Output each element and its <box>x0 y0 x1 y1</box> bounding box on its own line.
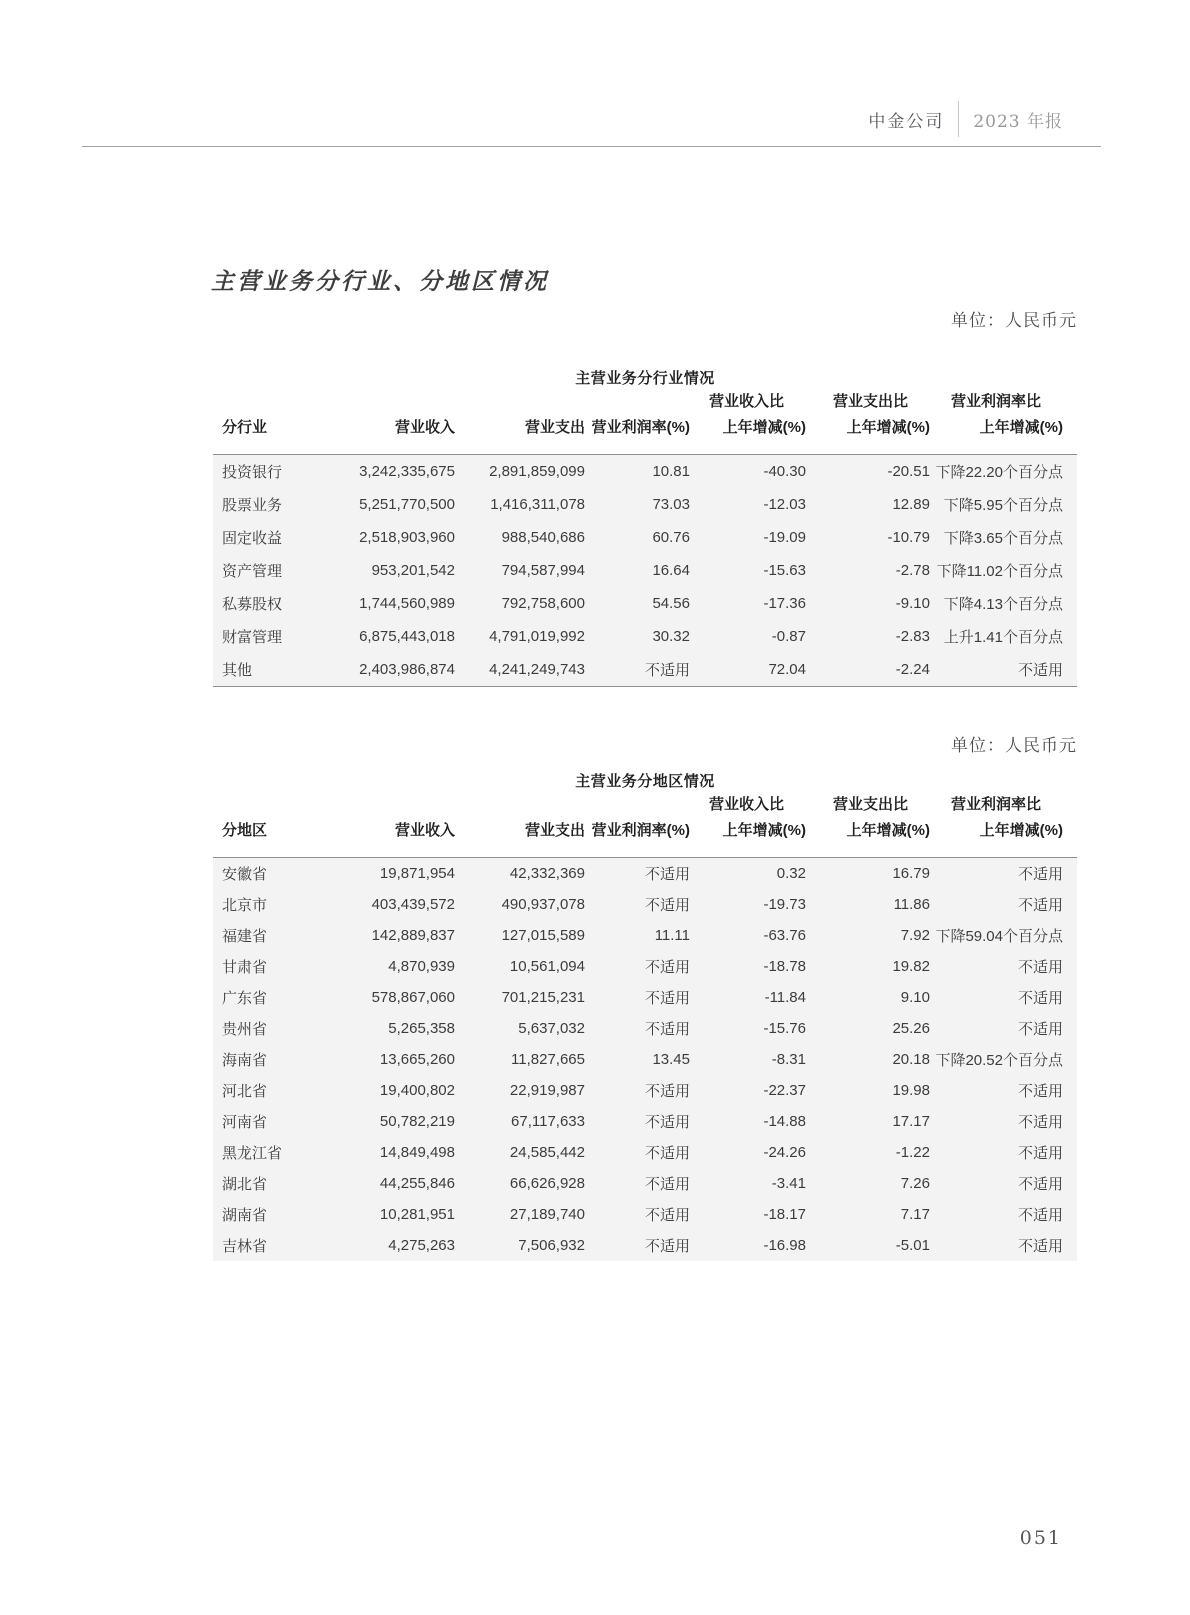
value-cell: 16.79 <box>806 858 930 890</box>
table-row <box>213 1106 1077 1137</box>
value-cell: 1,744,560,989 <box>333 587 455 620</box>
value-cell: 25.26 <box>806 1013 930 1044</box>
header-divider <box>958 101 959 137</box>
value-cell: 3,242,335,675 <box>333 455 455 489</box>
value-cell: 0.32 <box>690 858 806 890</box>
value-cell: 不适用 <box>585 858 690 890</box>
value-cell: 490,937,078 <box>455 889 585 920</box>
value-cell: 4,870,939 <box>333 951 455 982</box>
table-row <box>213 1168 1077 1199</box>
column-header: 分行业 <box>213 389 333 455</box>
value-cell: 988,540,686 <box>455 521 585 554</box>
value-cell: 不适用 <box>930 1137 1077 1168</box>
value-cell: 不适用 <box>585 1199 690 1230</box>
report-year-label: 2023 年报 <box>973 111 1063 132</box>
value-cell: 不适用 <box>930 1230 1077 1261</box>
table-row <box>213 554 1077 587</box>
value-cell: 7,506,932 <box>455 1230 585 1261</box>
value-cell: 12.89 <box>806 488 930 521</box>
row-label-cell: 广东省 <box>213 982 333 1013</box>
row-label-cell: 北京市 <box>213 889 333 920</box>
value-cell: 20.18 <box>806 1044 930 1075</box>
table-row <box>213 488 1077 521</box>
industry-table-caption: 主营业务分行业情况 <box>575 370 715 387</box>
value-cell: -22.37 <box>690 1075 806 1106</box>
value-cell: 54.56 <box>585 587 690 620</box>
column-header: 营业收入比 上年增减(%) <box>690 389 806 455</box>
value-cell: 下降20.52个百分点 <box>930 1044 1077 1075</box>
value-cell: -19.73 <box>690 889 806 920</box>
value-cell: -24.26 <box>690 1137 806 1168</box>
value-cell: 下降22.20个百分点 <box>930 455 1077 489</box>
value-cell: 下降5.95个百分点 <box>930 488 1077 521</box>
value-cell: 5,637,032 <box>455 1013 585 1044</box>
row-label-cell: 海南省 <box>213 1044 333 1075</box>
table-row <box>213 1044 1077 1075</box>
row-label-cell: 福建省 <box>213 920 333 951</box>
value-cell: 下降11.02个百分点 <box>930 554 1077 587</box>
value-cell: 下降4.13个百分点 <box>930 587 1077 620</box>
value-cell: 30.32 <box>585 620 690 653</box>
value-cell: 10,281,951 <box>333 1199 455 1230</box>
row-label-cell: 河北省 <box>213 1075 333 1106</box>
value-cell: -2.24 <box>806 653 930 687</box>
row-label-cell: 河南省 <box>213 1106 333 1137</box>
value-cell: -2.78 <box>806 554 930 587</box>
value-cell: 5,265,358 <box>333 1013 455 1044</box>
column-header: 营业支出 <box>455 389 585 455</box>
value-cell: -3.41 <box>690 1168 806 1199</box>
value-cell: 不适用 <box>930 653 1077 687</box>
value-cell: 72.04 <box>690 653 806 687</box>
value-cell: 不适用 <box>585 1230 690 1261</box>
value-cell: 2,518,903,960 <box>333 521 455 554</box>
column-header: 营业利润率比 上年增减(%) <box>930 389 1077 455</box>
column-header: 营业支出比 上年增减(%) <box>806 389 930 455</box>
value-cell: -10.79 <box>806 521 930 554</box>
value-cell: -8.31 <box>690 1044 806 1075</box>
table-row <box>213 1137 1077 1168</box>
value-cell: 7.92 <box>806 920 930 951</box>
value-cell: 127,015,589 <box>455 920 585 951</box>
value-cell: 17.17 <box>806 1106 930 1137</box>
value-cell: 上升1.41个百分点 <box>930 620 1077 653</box>
value-cell: 11,827,665 <box>455 1044 585 1075</box>
region-table <box>213 792 1077 1261</box>
value-cell: 19.82 <box>806 951 930 982</box>
table-row <box>213 1230 1077 1261</box>
table-row <box>213 521 1077 554</box>
industry-table <box>213 389 1077 687</box>
row-label-cell: 贵州省 <box>213 1013 333 1044</box>
value-cell: 4,241,249,743 <box>455 653 585 687</box>
value-cell: 73.03 <box>585 488 690 521</box>
value-cell: 不适用 <box>930 951 1077 982</box>
value-cell: -18.78 <box>690 951 806 982</box>
value-cell: 不适用 <box>585 1168 690 1199</box>
value-cell: 24,585,442 <box>455 1137 585 1168</box>
value-cell: -12.03 <box>690 488 806 521</box>
column-header: 分地区 <box>213 792 333 858</box>
section-title: 主营业务分行业、分地区情况 <box>211 268 549 295</box>
value-cell: 不适用 <box>930 858 1077 890</box>
table-row <box>213 889 1077 920</box>
column-header: 营业收入比 上年增减(%) <box>690 792 806 858</box>
value-cell: 11.86 <box>806 889 930 920</box>
value-cell: 7.17 <box>806 1199 930 1230</box>
value-cell: 44,255,846 <box>333 1168 455 1199</box>
value-cell: 50,782,219 <box>333 1106 455 1137</box>
value-cell: 不适用 <box>585 982 690 1013</box>
value-cell: 578,867,060 <box>333 982 455 1013</box>
value-cell: 7.26 <box>806 1168 930 1199</box>
row-label-cell: 投资银行 <box>213 455 333 489</box>
value-cell: 不适用 <box>585 889 690 920</box>
page-number: 051 <box>1019 1527 1062 1549</box>
table-row <box>213 920 1077 951</box>
value-cell: 11.11 <box>585 920 690 951</box>
table-row <box>213 620 1077 653</box>
row-label-cell: 固定收益 <box>213 521 333 554</box>
value-cell: 13,665,260 <box>333 1044 455 1075</box>
unit-label-industry: 单位：人民币元 <box>951 311 1077 330</box>
value-cell: 下降59.04个百分点 <box>930 920 1077 951</box>
value-cell: 5,251,770,500 <box>333 488 455 521</box>
value-cell: -20.51 <box>806 455 930 489</box>
value-cell: 60.76 <box>585 521 690 554</box>
value-cell: 13.45 <box>585 1044 690 1075</box>
unit-label-region: 单位：人民币元 <box>951 736 1077 755</box>
value-cell: 4,275,263 <box>333 1230 455 1261</box>
value-cell: -14.88 <box>690 1106 806 1137</box>
row-label-cell: 甘肃省 <box>213 951 333 982</box>
row-label-cell: 湖北省 <box>213 1168 333 1199</box>
value-cell: 42,332,369 <box>455 858 585 890</box>
value-cell: 不适用 <box>585 1106 690 1137</box>
table-row <box>213 455 1077 489</box>
value-cell: 4,791,019,992 <box>455 620 585 653</box>
row-label-cell: 股票业务 <box>213 488 333 521</box>
value-cell: -15.76 <box>690 1013 806 1044</box>
value-cell: 19,871,954 <box>333 858 455 890</box>
row-label-cell: 私募股权 <box>213 587 333 620</box>
column-header: 营业收入 <box>333 389 455 455</box>
value-cell: 不适用 <box>930 889 1077 920</box>
value-cell: -15.63 <box>690 554 806 587</box>
value-cell: 不适用 <box>930 1075 1077 1106</box>
table-row <box>213 982 1077 1013</box>
table-row <box>213 1075 1077 1106</box>
table-row <box>213 653 1077 687</box>
value-cell: 19,400,802 <box>333 1075 455 1106</box>
value-cell: 701,215,231 <box>455 982 585 1013</box>
value-cell: 66,626,928 <box>455 1168 585 1199</box>
value-cell: 不适用 <box>930 1168 1077 1199</box>
value-cell: 67,117,633 <box>455 1106 585 1137</box>
value-cell: 953,201,542 <box>333 554 455 587</box>
value-cell: -2.83 <box>806 620 930 653</box>
value-cell: 不适用 <box>930 1199 1077 1230</box>
value-cell: 10,561,094 <box>455 951 585 982</box>
value-cell: -18.17 <box>690 1199 806 1230</box>
value-cell: -9.10 <box>806 587 930 620</box>
value-cell: -19.09 <box>690 521 806 554</box>
value-cell: 不适用 <box>930 1106 1077 1137</box>
region-table-caption: 主营业务分地区情况 <box>575 773 715 790</box>
value-cell: -63.76 <box>690 920 806 951</box>
header-rule <box>82 146 1101 147</box>
value-cell: 下降3.65个百分点 <box>930 521 1077 554</box>
value-cell: 1,416,311,078 <box>455 488 585 521</box>
table-row <box>213 1199 1077 1230</box>
value-cell: 不适用 <box>585 951 690 982</box>
column-header: 营业利润率(%) <box>585 389 690 455</box>
column-header: 营业利润率(%) <box>585 792 690 858</box>
value-cell: 不适用 <box>585 1075 690 1106</box>
value-cell: 19.98 <box>806 1075 930 1106</box>
table-header-row <box>213 389 1077 455</box>
value-cell: -11.84 <box>690 982 806 1013</box>
value-cell: -5.01 <box>806 1230 930 1261</box>
table-row <box>213 951 1077 982</box>
row-label-cell: 其他 <box>213 653 333 687</box>
table-row <box>213 1013 1077 1044</box>
value-cell: 27,189,740 <box>455 1199 585 1230</box>
value-cell: 142,889,837 <box>333 920 455 951</box>
value-cell: 6,875,443,018 <box>333 620 455 653</box>
column-header: 营业支出比 上年增减(%) <box>806 792 930 858</box>
value-cell: -16.98 <box>690 1230 806 1261</box>
value-cell: -40.30 <box>690 455 806 489</box>
value-cell: 16.64 <box>585 554 690 587</box>
row-label-cell: 资产管理 <box>213 554 333 587</box>
value-cell: 10.81 <box>585 455 690 489</box>
value-cell: 9.10 <box>806 982 930 1013</box>
table-header-row <box>213 792 1077 858</box>
value-cell: -1.22 <box>806 1137 930 1168</box>
value-cell: 不适用 <box>930 1013 1077 1044</box>
value-cell: 14,849,498 <box>333 1137 455 1168</box>
value-cell: 403,439,572 <box>333 889 455 920</box>
value-cell: 不适用 <box>585 1137 690 1168</box>
company-name: 中金公司 <box>868 111 945 132</box>
value-cell: 2,891,859,099 <box>455 455 585 489</box>
value-cell: 22,919,987 <box>455 1075 585 1106</box>
value-cell: 792,758,600 <box>455 587 585 620</box>
value-cell: 不适用 <box>585 653 690 687</box>
row-label-cell: 黑龙江省 <box>213 1137 333 1168</box>
industry-table-section <box>213 369 1077 687</box>
table-row <box>213 587 1077 620</box>
value-cell: 不适用 <box>585 1013 690 1044</box>
running-header <box>868 101 1063 137</box>
table-row <box>213 858 1077 890</box>
column-header: 营业收入 <box>333 792 455 858</box>
column-header: 营业利润率比 上年增减(%) <box>930 792 1077 858</box>
column-header: 营业支出 <box>455 792 585 858</box>
value-cell: 不适用 <box>930 982 1077 1013</box>
row-label-cell: 湖南省 <box>213 1199 333 1230</box>
row-label-cell: 安徽省 <box>213 858 333 890</box>
row-label-cell: 吉林省 <box>213 1230 333 1261</box>
region-table-section <box>213 772 1077 1261</box>
row-label-cell: 财富管理 <box>213 620 333 653</box>
value-cell: 794,587,994 <box>455 554 585 587</box>
value-cell: 2,403,986,874 <box>333 653 455 687</box>
value-cell: -17.36 <box>690 587 806 620</box>
value-cell: -0.87 <box>690 620 806 653</box>
